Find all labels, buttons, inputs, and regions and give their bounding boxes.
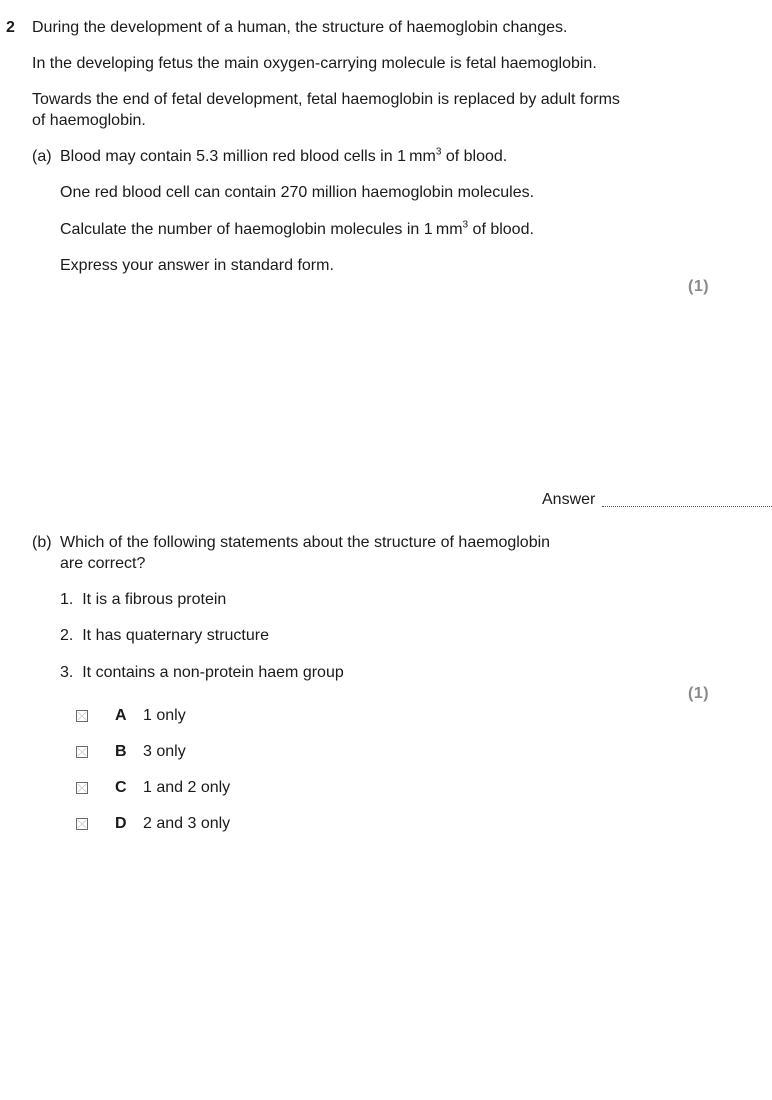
part-a-line-2: One red blood cell can contain 270 million haemoglobin molecules. bbox=[60, 184, 535, 201]
part-b-marks: (1) bbox=[688, 685, 710, 702]
statement-3: 3. It contains a non-protein haem group bbox=[60, 664, 344, 681]
option-a-checkbox[interactable] bbox=[76, 710, 88, 722]
answer-line[interactable] bbox=[602, 506, 772, 507]
checkbox-cross-icon bbox=[77, 819, 87, 829]
part-b-question-line-2: are correct? bbox=[60, 555, 146, 572]
option-a-letter: A bbox=[115, 707, 127, 724]
option-d-checkbox[interactable] bbox=[76, 818, 88, 830]
question-number: 2 bbox=[6, 19, 15, 36]
option-d-letter: D bbox=[115, 815, 127, 832]
part-b-label: (b) bbox=[32, 534, 52, 551]
option-b-checkbox[interactable] bbox=[76, 746, 88, 758]
part-a-label: (a) bbox=[32, 148, 52, 165]
statement-1: 1. It is a fibrous protein bbox=[60, 591, 227, 608]
option-d-text: 2 and 3 only bbox=[143, 815, 231, 832]
intro-line-1: During the development of a human, the structure of haemoglobin changes. bbox=[32, 19, 568, 36]
option-b-letter: B bbox=[115, 743, 127, 760]
option-c-checkbox[interactable] bbox=[76, 782, 88, 794]
part-a-line-3: Calculate the number of haemoglobin molecules in 1 $mm^3$ of blood. bbox=[60, 219, 534, 238]
intro-line-3: Towards the end of fetal development, fetal haemoglobin is replaced by adult forms bbox=[32, 91, 620, 108]
option-a-text: 1 only bbox=[143, 707, 186, 724]
option-c-text: 1 and 2 only bbox=[143, 779, 231, 796]
part-b-question-line-1: Which of the following statements about the structure of haemoglobin bbox=[60, 534, 551, 551]
statement-2: 2. It has quaternary structure bbox=[60, 627, 269, 644]
checkbox-cross-icon bbox=[77, 783, 87, 793]
intro-line-2: In the developing fetus the main oxygen-carrying molecule is fetal haemoglobin. bbox=[32, 55, 597, 72]
checkbox-cross-icon bbox=[77, 747, 87, 757]
answer-label: Answer bbox=[542, 491, 596, 508]
part-a-marks: (1) bbox=[688, 278, 710, 295]
part-a-line-4: Express your answer in standard form. bbox=[60, 257, 334, 274]
option-c-letter: C bbox=[115, 779, 127, 796]
intro-line-4: of haemoglobin. bbox=[32, 112, 146, 129]
checkbox-cross-icon bbox=[77, 711, 87, 721]
part-a-line-1: Blood may contain 5.3 million red blood cells in 1 $mm^3$ of blood. bbox=[60, 146, 508, 165]
option-b-text: 3 only bbox=[143, 743, 186, 760]
